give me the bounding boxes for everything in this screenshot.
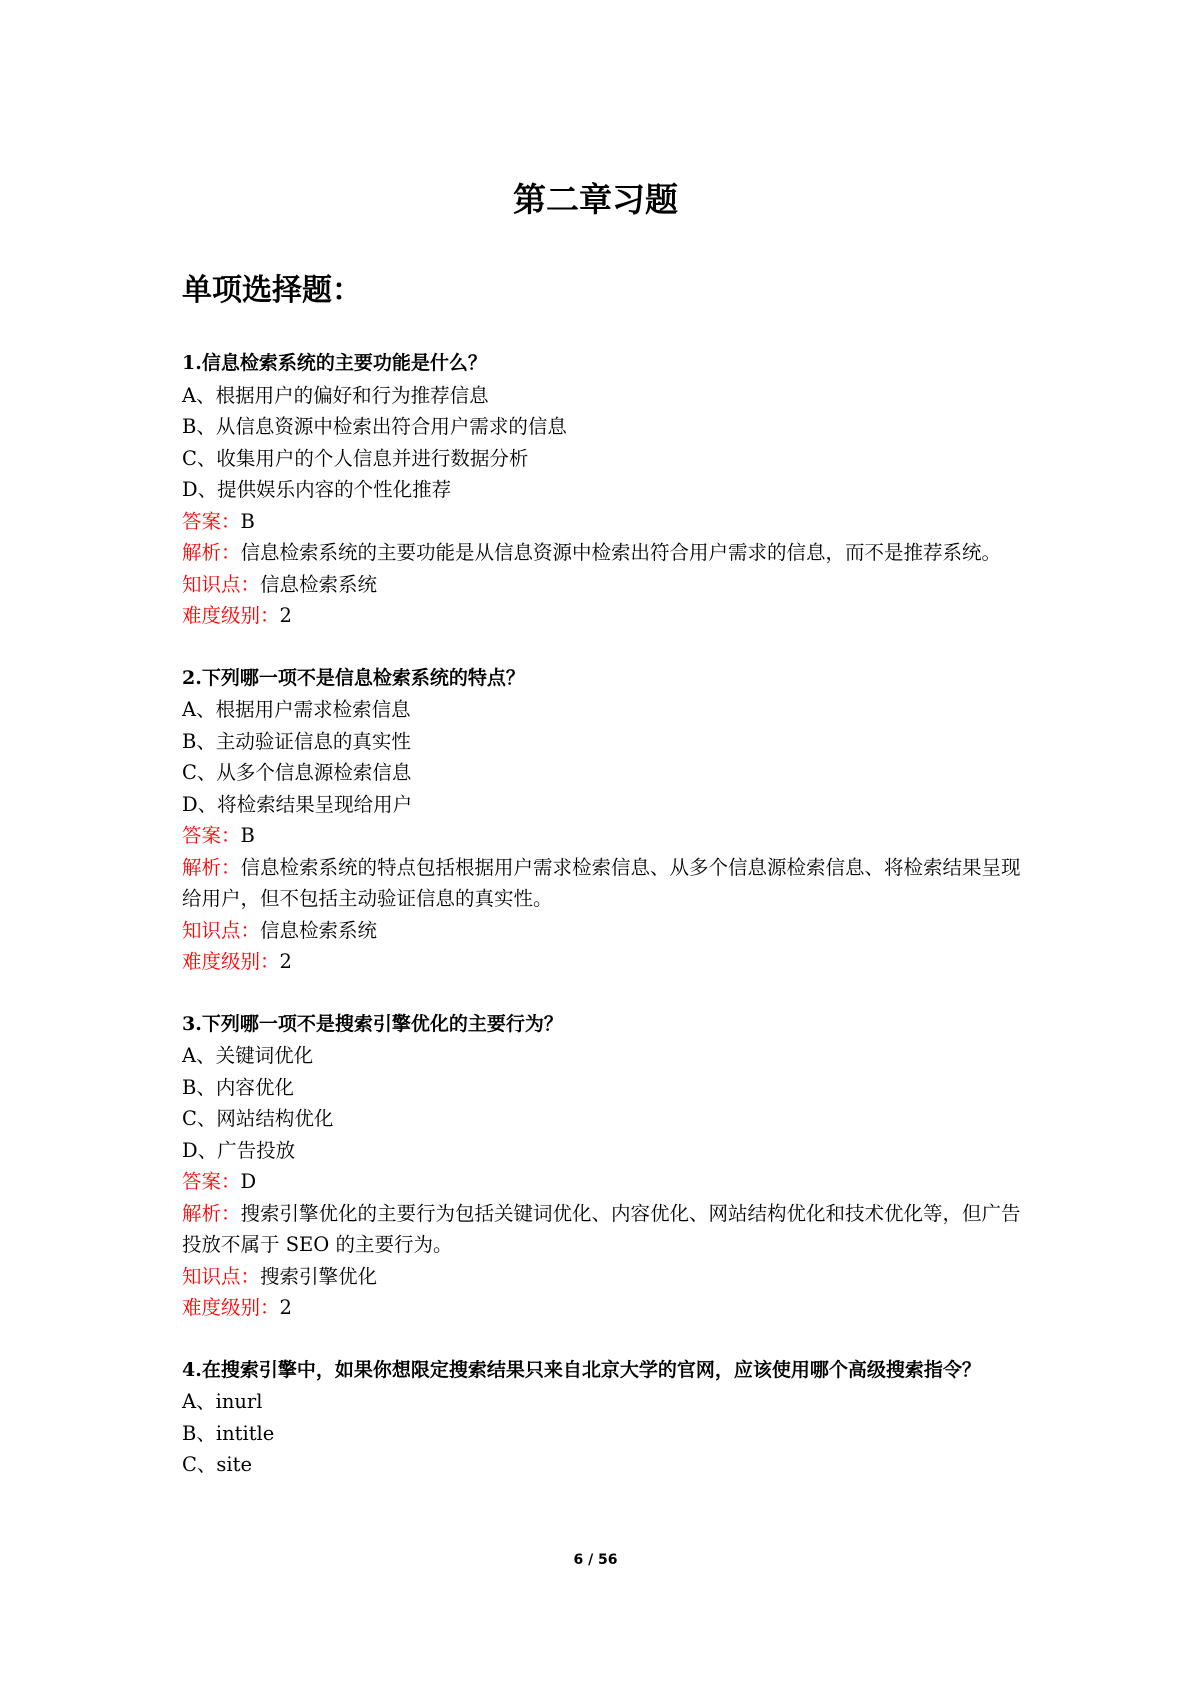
option-c: C、从多个信息源检索信息 — [182, 761, 412, 784]
knowledge-label: 知识点： — [182, 572, 261, 596]
option-c: C、收集用户的个人信息并进行数据分析 — [182, 446, 529, 470]
difficulty-label: 难度级别： — [182, 604, 280, 627]
question-text: 2.下列哪一项不是信息检索系统的特点？ — [182, 666, 525, 689]
difficulty-value: 2 — [279, 1296, 292, 1319]
knowledge-line — [182, 1261, 1022, 1293]
answer-label: 答案： — [182, 1170, 241, 1193]
knowledge-value: 搜索引擎优化 — [260, 1264, 378, 1288]
option-a: A、根据用户的偏好和行为推荐信息 — [182, 383, 489, 407]
analysis-label: 解析： — [182, 541, 241, 564]
question-2 — [182, 663, 1022, 978]
difficulty-line — [182, 600, 1022, 632]
page-title: 第二章习题 — [513, 180, 678, 219]
answer-label: 答案： — [182, 824, 241, 847]
analysis-text: 搜索引擎优化的主要行为包括关键词优化、内容优化、网站结构优化和技术优化等，但广告投放不属于 SEO 的主要行为。 — [182, 1201, 1021, 1256]
option-d: D、提供娱乐内容的个性化推荐 — [182, 478, 452, 501]
option-a: A、关键词优化 — [182, 1044, 314, 1067]
question-4 — [182, 1355, 1022, 1481]
analysis-label: 解析： — [182, 1201, 241, 1225]
knowledge-value: 信息检索系统 — [260, 918, 378, 942]
option-b: B、intitle — [182, 1421, 275, 1445]
analysis-line — [182, 852, 1022, 915]
option-c: C、网站结构优化 — [182, 1107, 334, 1130]
option-b: B、主动验证信息的真实性 — [182, 729, 411, 753]
answer-line — [182, 820, 1022, 852]
difficulty-line — [182, 946, 1022, 978]
knowledge-line — [182, 569, 1022, 601]
section-title: 单项选择题： — [182, 273, 362, 308]
question-text: 4.在搜索引擎中，如果你想限定搜索结果只来自北京大学的官网，应该使用哪个高级搜索指令？ — [182, 1358, 981, 1381]
option-a: A、根据用户需求检索信息 — [182, 698, 411, 721]
analysis-text: 信息检索系统的特点包括根据用户需求检索信息、从多个信息源检索信息、将检索结果呈现给用户，但不包括主动验证信息的真实性。 — [182, 855, 1021, 910]
question-3 — [182, 1009, 1022, 1324]
answer-line — [182, 506, 1022, 538]
analysis-line — [182, 1198, 1022, 1261]
option-d: D、将检索结果呈现给用户 — [182, 792, 413, 816]
difficulty-value: 2 — [279, 604, 292, 627]
answer-value: B — [240, 509, 255, 533]
difficulty-label: 难度级别： — [182, 950, 280, 973]
option-b: B、内容优化 — [182, 1075, 294, 1099]
option-b: B、从信息资源中检索出符合用户需求的信息 — [182, 415, 567, 438]
analysis-text: 信息检索系统的主要功能是从信息资源中检索出符合用户需求的信息，而不是推荐系统。 — [240, 541, 1002, 564]
answer-line — [182, 1166, 1022, 1198]
question-list — [182, 348, 1022, 1512]
answer-value: D — [240, 1170, 257, 1193]
knowledge-label: 知识点： — [182, 1264, 261, 1288]
page-number: 6 / 56 — [573, 1552, 618, 1568]
question-1 — [182, 348, 1022, 632]
question-text: 3.下列哪一项不是搜索引擎优化的主要行为？ — [182, 1012, 563, 1035]
question-text: 1.信息检索系统的主要功能是什么？ — [182, 352, 487, 374]
answer-label: 答案： — [182, 509, 241, 533]
option-a: A、inurl — [182, 1390, 263, 1413]
difficulty-line — [182, 1292, 1022, 1324]
knowledge-line — [182, 915, 1022, 947]
analysis-line — [182, 537, 1022, 569]
difficulty-label: 难度级别： — [182, 1296, 280, 1319]
knowledge-value: 信息检索系统 — [260, 572, 378, 596]
answer-value: B — [240, 824, 255, 847]
knowledge-label: 知识点： — [182, 918, 261, 942]
analysis-label: 解析： — [182, 855, 241, 879]
option-d: D、广告投放 — [182, 1138, 296, 1162]
difficulty-value: 2 — [279, 950, 292, 973]
option-c: C、site — [182, 1453, 253, 1476]
